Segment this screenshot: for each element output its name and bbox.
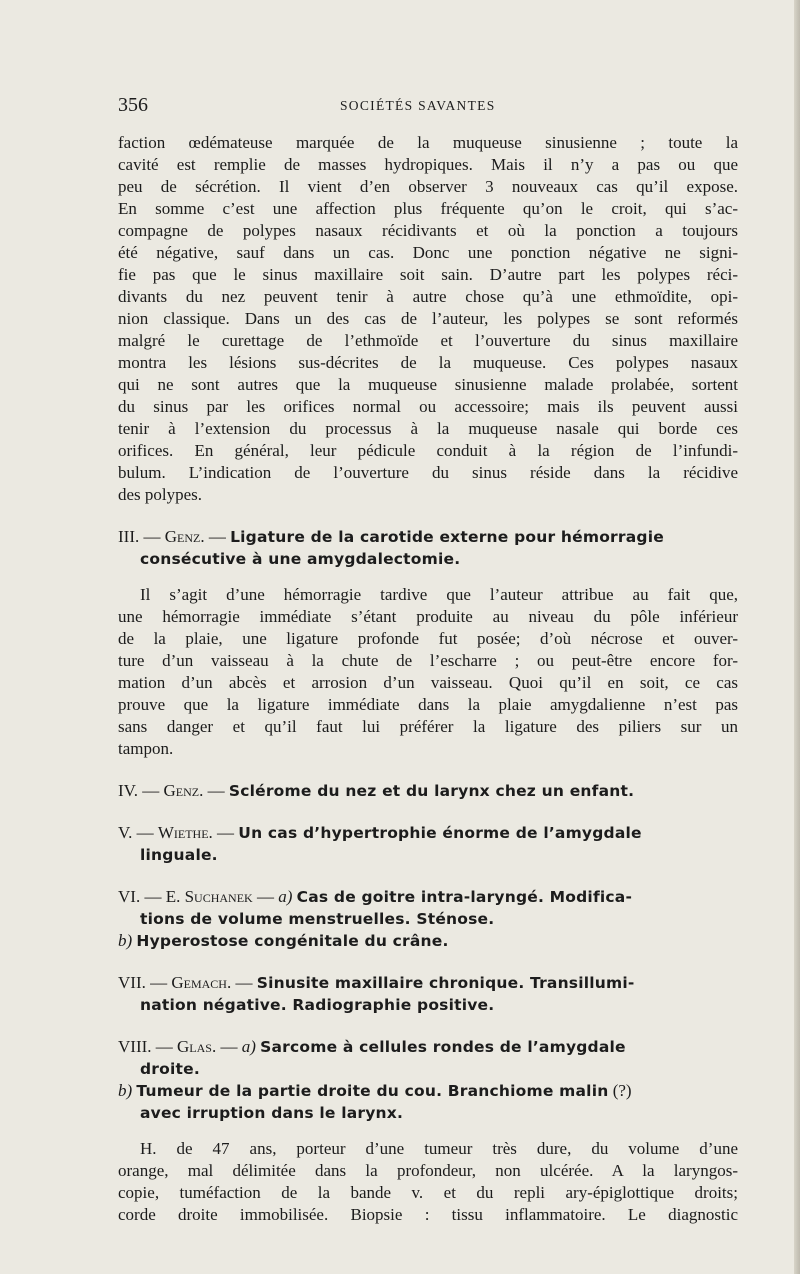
text-line: nion classique. Dans un des cas de l’auteur, les polypes se sont reformés (118, 309, 738, 328)
separator: — (252, 887, 279, 906)
paragraph-polypes (118, 132, 738, 506)
heading-line (118, 1058, 738, 1080)
section-number: V. — (118, 823, 158, 842)
text-line: En somme c’est une affection plus fréquente qu’on le croit, qui s’ac- (118, 199, 738, 218)
author-initial: E. (165, 887, 185, 906)
section-title: Sinusite maxillaire chronique. Transillumi- (256, 974, 635, 992)
heading-line (118, 972, 738, 994)
text-line: divants du nez peuvent tenir à autre chose qu’à une ethmoïdite, opi- (118, 287, 738, 306)
heading-line (118, 1036, 738, 1058)
item-marker: b) (118, 931, 133, 950)
paragraph-hemorragie (118, 584, 738, 760)
separator: — (216, 1037, 242, 1056)
section-number: IV. — (118, 781, 164, 800)
author-name: Suchanek (184, 887, 253, 906)
section-vii-heading (118, 972, 738, 1016)
section-title-cont: consécutive à une amygdalectomie. (140, 550, 461, 568)
title-tail: (?) (608, 1081, 632, 1100)
heading-line (118, 994, 738, 1016)
text-line: fie pas que le sinus maxillaire soit sain. D’autre part les polypes réci- (118, 265, 738, 284)
heading-line (118, 844, 738, 866)
section-title: Hyperostose congénitale du crâne. (136, 932, 449, 950)
text-line: cavité est remplie de masses hydropiques. Mais il n’y a pas ou que (118, 155, 738, 174)
section-title-cont: droite. (140, 1060, 200, 1078)
item-marker: b) (118, 1081, 133, 1100)
author-name: Wiethe. (157, 823, 213, 842)
heading-line (118, 1080, 738, 1102)
author-name: Gemach. (171, 973, 232, 992)
text-line: orange, mal délimitée dans la profondeur, non ulcérée. A la laryngos- (118, 1161, 738, 1180)
section-iv-heading (118, 780, 738, 802)
paragraph-tumeur (118, 1138, 738, 1226)
text-line: tampon. (118, 739, 174, 758)
author-name: Glas. (177, 1037, 217, 1056)
section-title: Sarcome à cellules rondes de l’amygdale (260, 1038, 626, 1056)
page-number: 356 (118, 94, 148, 116)
section-vi-heading (118, 886, 738, 952)
separator: — (212, 823, 239, 842)
section-viii-heading (118, 1036, 738, 1124)
heading-line (118, 822, 738, 844)
text-line: corde droite immobilisée. Biopsie : tissu inflammatoire. Le diagnostic (118, 1205, 738, 1224)
text-line: H. de 47 ans, porteur d’une tumeur très dure, du volume d’une (140, 1139, 738, 1158)
section-title-cont: tions de volume menstruelles. Sténose. (140, 910, 495, 928)
text-line: faction œdémateuse marquée de la muqueuse sinusienne ; toute la (118, 133, 738, 152)
section-number: III. — (118, 527, 165, 546)
author-name: Genz. (164, 527, 205, 546)
section-number: VIII. — (118, 1037, 178, 1056)
heading-line (118, 886, 738, 908)
separator: — (231, 973, 257, 992)
text-line: qui ne sont autres que la muqueuse sinusienne malade prolabée, sortent (118, 375, 738, 394)
text-line: malgré le curettage de l’ethmoïde et l’ouverture du sinus maxillaire (118, 331, 738, 350)
heading-line (118, 1102, 738, 1124)
section-title: Tumeur de la partie droite du cou. Branchiome malin (136, 1082, 609, 1100)
text-line: montra les lésions sus-décrites de la muqueuse. Ces polypes nasaux (118, 353, 738, 372)
section-title: Sclérome du nez et du larynx chez un enfant. (228, 782, 635, 800)
text-line: tenir à l’extension du processus à la muqueuse nasale qui borde ces (118, 419, 738, 438)
heading-line (118, 780, 738, 802)
text-line: prouve que la ligature immédiate dans la plaie amygdalienne n’est pas (118, 695, 738, 714)
item-marker: a) (278, 887, 293, 906)
heading-line (118, 548, 738, 570)
text-line: sans danger et qu’il faut lui préférer la ligature des piliers sur un (118, 717, 738, 736)
section-title-cont: nation négative. Radiographie positive. (140, 996, 495, 1014)
text-line: une hémorragie immédiate s’étant produite au niveau du pôle inférieur (118, 607, 738, 626)
heading-line (118, 930, 738, 952)
section-title: Cas de goitre intra-laryngé. Modifica- (296, 888, 633, 906)
text-line: copie, tuméfaction de la bande v. et du repli ary-épiglottique droits; (118, 1183, 738, 1202)
text-line: compagne de polypes nasaux récidivants et où la ponction a toujours (118, 221, 738, 240)
page-body (118, 132, 738, 1226)
section-title: Un cas d’hypertrophie énorme de l’amygdale (238, 824, 642, 842)
text-line: peu de sécrétion. Il vient d’en observer 3 nouveaux cas qu’il expose. (118, 177, 738, 196)
page-header (118, 94, 738, 118)
text-line: Il s’agit d’une hémorragie tardive que l’auteur attribue au fait que, (140, 585, 738, 604)
section-title-cont: avec irruption dans le larynx. (140, 1104, 404, 1122)
heading-line (118, 526, 738, 548)
text-line: ture d’un vaisseau à la chute de l’escharre ; ou peut-être encore for- (118, 651, 738, 670)
page-edge (794, 0, 800, 1274)
text-line: de la plaie, une ligature profonde fut posée; d’où nécrose et ouver- (118, 629, 738, 648)
section-number: VI. — (118, 887, 166, 906)
author-name: Genz. (163, 781, 204, 800)
section-v-heading (118, 822, 738, 866)
heading-line (118, 908, 738, 930)
separator: — (203, 781, 229, 800)
text-line: orifices. En général, leur pédicule conduit à la région de l’infundi- (118, 441, 738, 460)
section-title: Ligature de la carotide externe pour hémorragie (230, 528, 664, 546)
separator: — (204, 527, 231, 546)
section-title-cont: linguale. (140, 846, 218, 864)
running-head: SOCIÉTÉS SAVANTES (340, 98, 496, 113)
text-line: bulum. L’indication de l’ouverture du sinus réside dans la récidive (118, 463, 738, 482)
text-line: mation d’un abcès et arrosion d’un vaisseau. Quoi qu’il en soit, ce cas (118, 673, 738, 692)
text-line: du sinus par les orifices normal ou accessoire; mais ils peuvent aussi (118, 397, 738, 416)
section-iii-heading (118, 526, 738, 570)
section-number: VII. — (118, 973, 172, 992)
item-marker: a) (241, 1037, 256, 1056)
text-line: été négative, sauf dans un cas. Donc une ponction négative ne signi- (118, 243, 738, 262)
text-line: des polypes. (118, 485, 203, 504)
